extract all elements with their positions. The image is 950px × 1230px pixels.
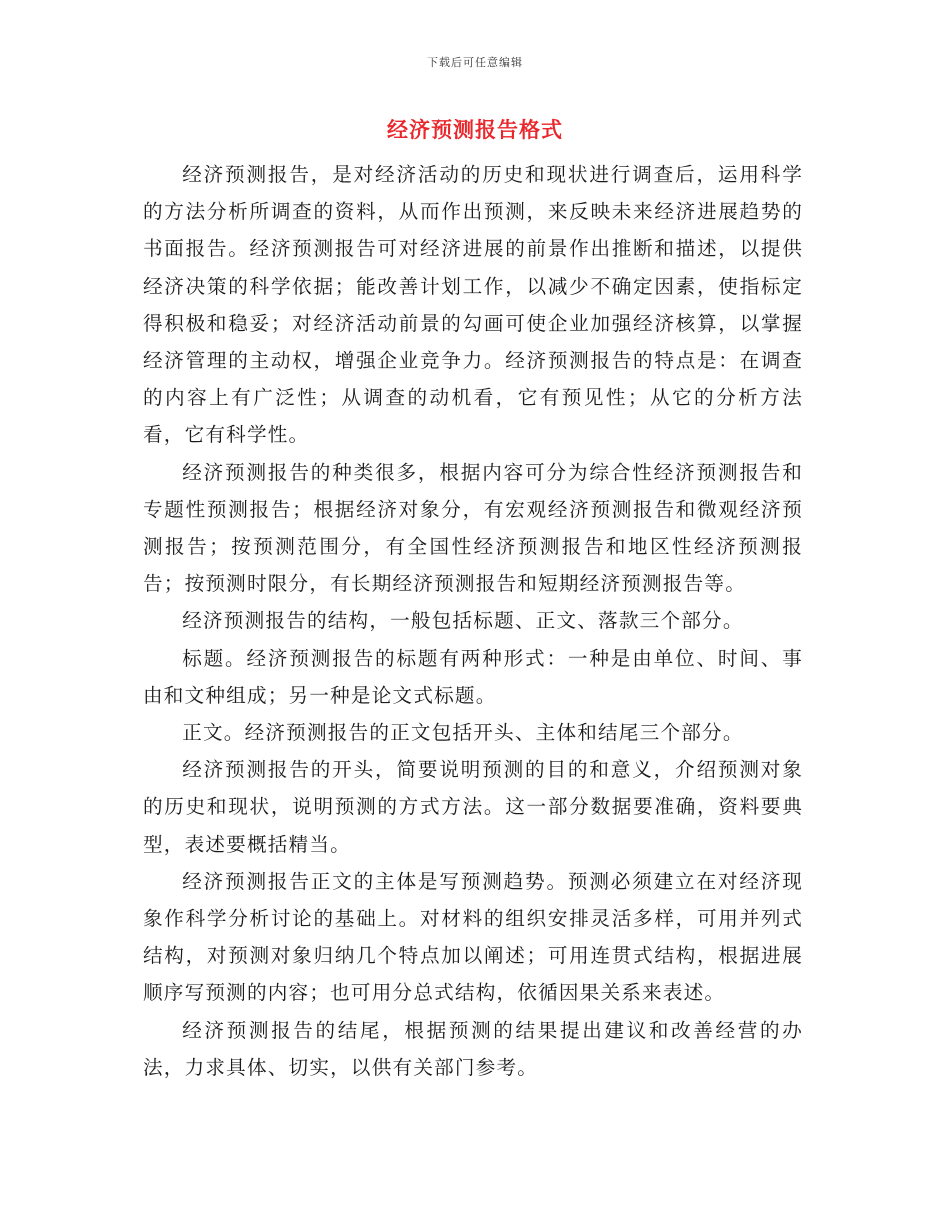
paragraph-main-text: 正文。经济预测报告的正文包括开头、主体和结尾三个部分。 [182,721,744,745]
paragraph-heading: 标题。经济预测报告的标题有两种形式：一种是由单位、时间、事由和文种组成；另一种是论文式标题。 [143,646,803,707]
paragraph-ending: 经济预测报告的结尾，根据预测的结果提出建议和改善经营的办法，力求具体、切实，以供有关部门参考。 [143,1018,803,1079]
paragraph-definition: 经济预测报告，是对经济活动的历史和现状进行调查后，运用科学的方法分析所调查的资料，从而作出预测，来反映未来经济进展趋势的书面报告。经济预测报告可对经济进展的前景作出推断和描述，以提供经济决策的科学依据；能改善计划工作，以减少不确定因素，使指标定得积极和稳妥；对经济活动前景的勾画可使企业加强经济核算，以掌握经济管理的主动权，增强企业竞争力。经济预测报告的特点是：在调查的内容上有广泛性；从调查的动机看，它有预见性；从它的分析方法看，它有科学性。 [143,163,803,447]
paragraph-types: 经济预测报告的种类很多，根据内容可分为综合性经济预测报告和专题性预测报告；根据经济对象分，有宏观经济预测报告和微观经济预测报告；按预测范围分，有全国性经济预测报告和地区性经济预测报告；按预测时限分，有长期经济预测报告和短期经济预测报告等。 [143,460,803,596]
paragraph-opening: 经济预测报告的开头，简要说明预测的目的和意义，介绍预测对象的历史和现状，说明预测的方式方法。这一部分数据要准确，资料要典型，表述要概括精当。 [143,758,803,856]
paragraph-body: 经济预测报告正文的主体是写预测趋势。预测必须建立在对经济现象作科学分析讨论的基础上。对材料的组织安排灵活多样，可用并列式结构，对预测对象归纳几个特点加以阐述；可用连贯式结构，根据进展顺序写预测的内容；也可用分总式结构，依循因果关系来表述。 [143,869,803,1005]
header-note: 下载后可任意编辑 [427,56,523,69]
document-body [143,156,803,1086]
paragraph-structure: 经济预测报告的结构，一般包括标题、正文、落款三个部分。 [182,609,744,633]
document-title: 经济预测报告格式 [387,117,563,142]
